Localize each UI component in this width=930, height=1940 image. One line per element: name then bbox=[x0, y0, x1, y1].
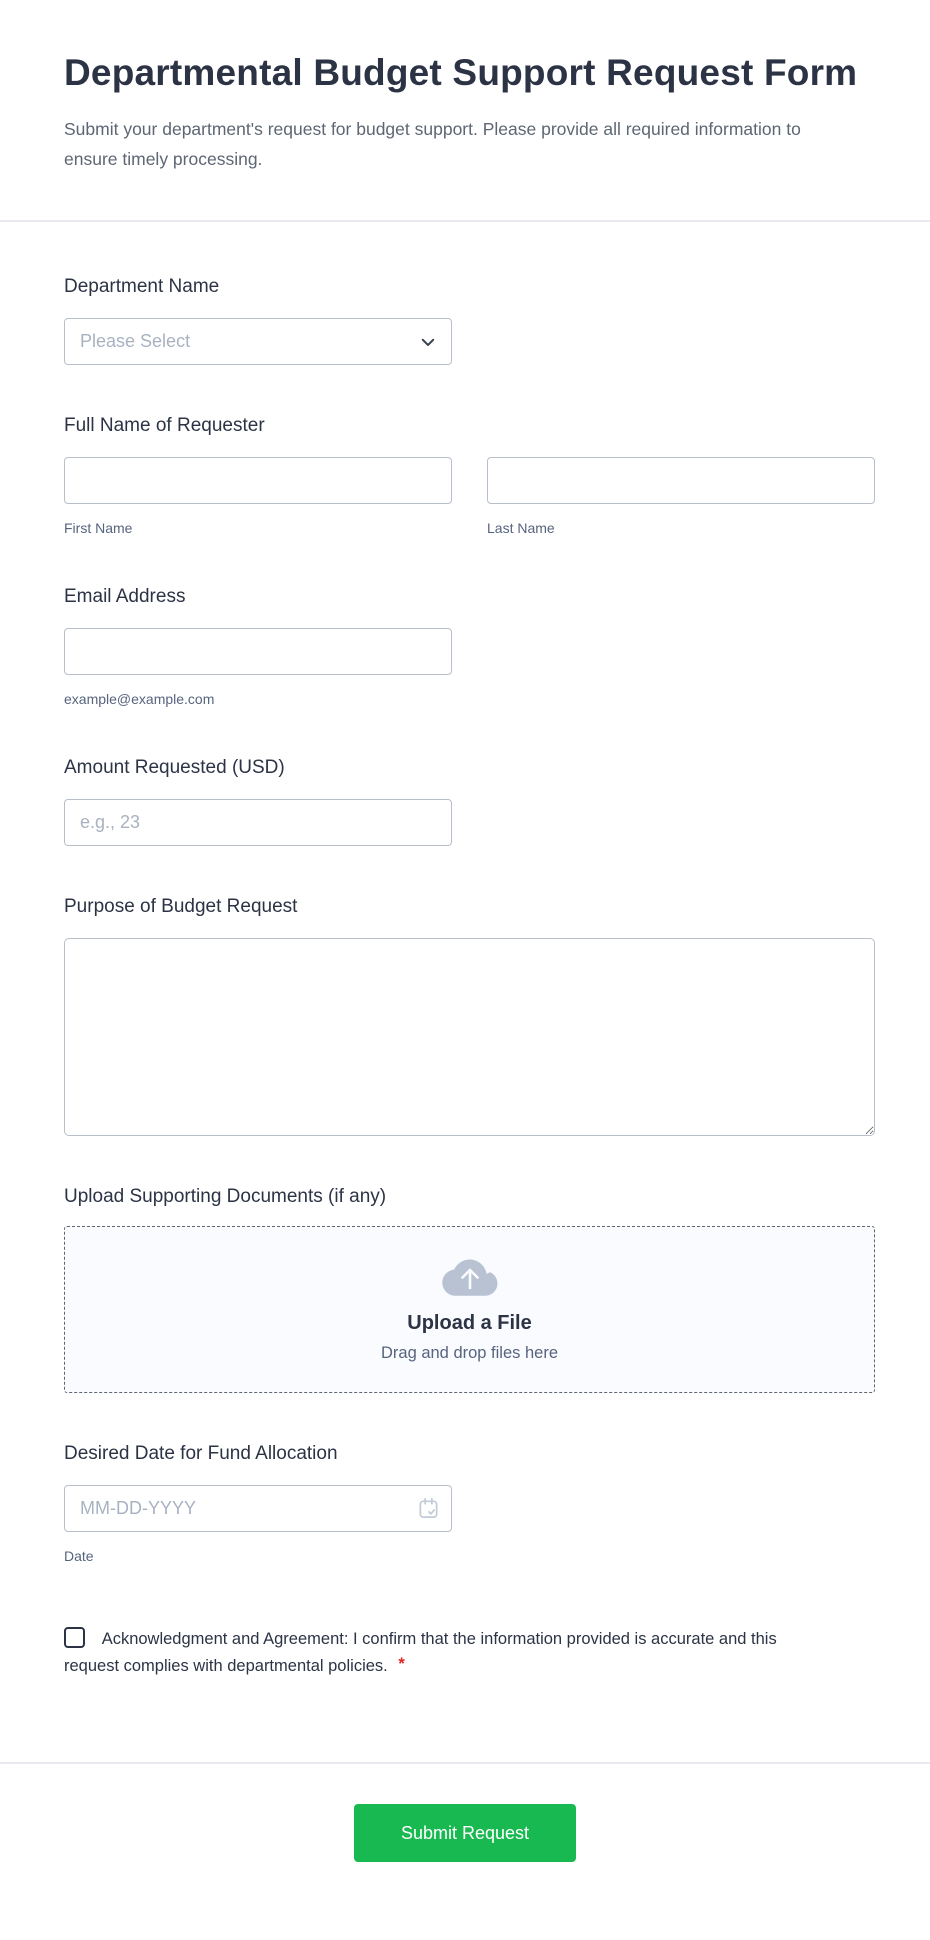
acknowledgment-row bbox=[64, 1626, 804, 1680]
calendar-icon bbox=[417, 1497, 440, 1520]
first-name-input[interactable] bbox=[64, 457, 452, 504]
date-sublabel: Date bbox=[64, 1548, 94, 1564]
acknowledgment-label: Acknowledgment and Agreement: I confirm that the information provided is accurate and this request complies with departmental policies. bbox=[64, 1630, 777, 1675]
upload-label: Upload Supporting Documents (if any) bbox=[64, 1186, 387, 1207]
chevron-down-icon bbox=[419, 333, 437, 351]
amount-label: Amount Requested (USD) bbox=[64, 757, 285, 778]
field-email bbox=[64, 586, 875, 707]
email-input[interactable] bbox=[64, 628, 452, 675]
file-upload-dropzone[interactable] bbox=[64, 1226, 875, 1393]
calendar-picker-button[interactable] bbox=[416, 1497, 440, 1521]
first-name-sublabel: First Name bbox=[64, 520, 133, 536]
field-full-name bbox=[64, 415, 875, 536]
form-body bbox=[0, 276, 930, 1680]
field-purpose bbox=[64, 896, 875, 1136]
upload-hint: Drag and drop files here bbox=[380, 1343, 559, 1362]
field-acknowledgment bbox=[64, 1626, 875, 1680]
field-amount bbox=[64, 757, 875, 846]
amount-input[interactable] bbox=[64, 799, 452, 846]
department-name-label: Department Name bbox=[64, 276, 220, 297]
date-label: Desired Date for Fund Allocation bbox=[64, 1443, 338, 1464]
last-name-input[interactable] bbox=[487, 457, 875, 504]
date-input[interactable] bbox=[64, 1485, 452, 1532]
last-name-sublabel: Last Name bbox=[487, 520, 555, 536]
department-select-placeholder: Please Select bbox=[80, 331, 191, 351]
acknowledgment-checkbox[interactable] bbox=[64, 1627, 85, 1648]
purpose-label: Purpose of Budget Request bbox=[64, 896, 298, 917]
upload-title: Upload a File bbox=[407, 1311, 532, 1334]
form-title: Departmental Budget Support Request Form bbox=[64, 52, 858, 93]
department-select[interactable] bbox=[64, 318, 452, 365]
email-label: Email Address bbox=[64, 586, 186, 607]
cloud-upload-icon bbox=[441, 1257, 499, 1299]
field-date bbox=[64, 1443, 875, 1564]
required-asterisk: * bbox=[398, 1655, 405, 1673]
field-department-name bbox=[64, 276, 875, 365]
header-divider bbox=[0, 220, 930, 222]
full-name-label: Full Name of Requester bbox=[64, 415, 265, 436]
form-footer bbox=[0, 1764, 930, 1911]
purpose-textarea[interactable] bbox=[64, 938, 875, 1136]
form-subtitle: Submit your department's request for budget support. Please provide all required information to ensure timely processing. bbox=[64, 119, 801, 169]
email-sublabel: example@example.com bbox=[64, 691, 215, 707]
field-upload bbox=[64, 1186, 875, 1393]
form-header bbox=[0, 0, 930, 174]
submit-button[interactable]: Submit Request bbox=[354, 1804, 576, 1862]
